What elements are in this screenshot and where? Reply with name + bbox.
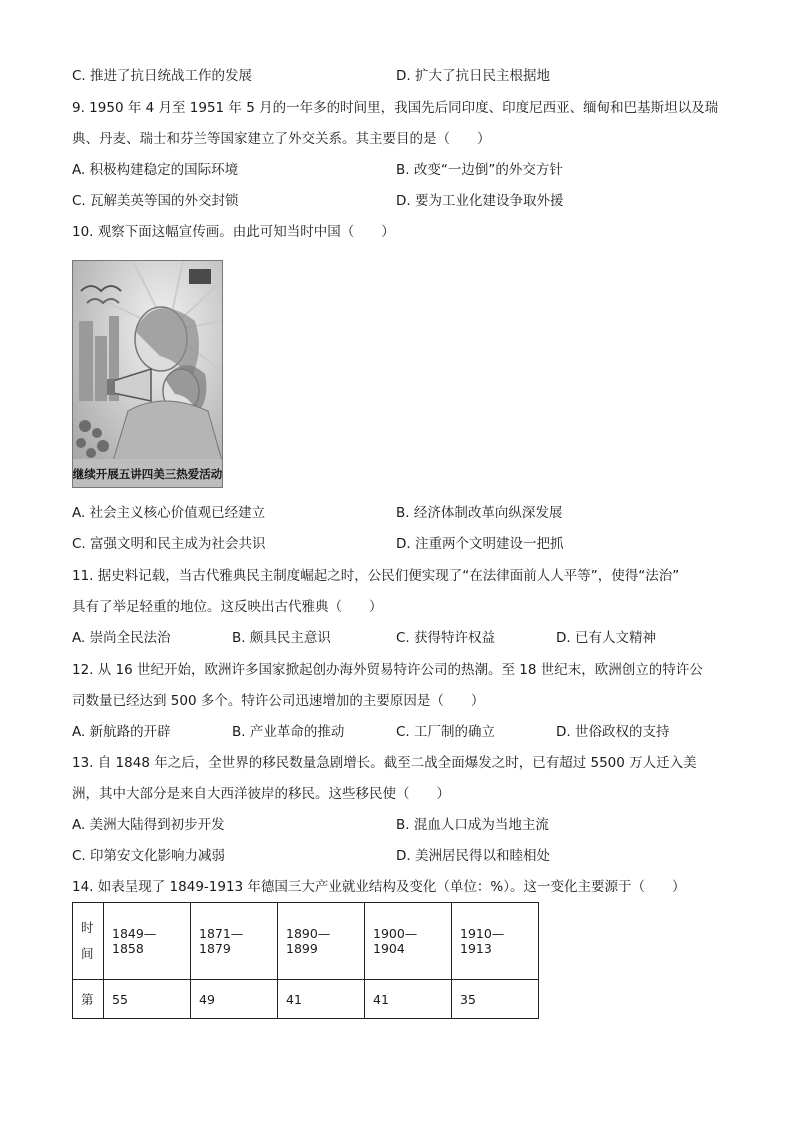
q12-option-a: A. 新航路的开辟	[72, 724, 171, 740]
q8-option-d: D. 扩大了抗日民主根据地	[396, 68, 550, 84]
table-period-5: 1910—1913	[452, 903, 539, 980]
q9-stem-line1: 9. 1950 年 4 月至 1951 年 5 月的一年多的时间里，我国先后同印度、印度尼西亚、缅甸和巴基斯坦以及瑞	[72, 100, 719, 116]
table-cell: 55	[104, 980, 191, 1019]
q14-stem: 14. 如表呈现了 1849-1913 年德国三大产业就业结构及变化（单位：%）。这一变化主要源于（ ）	[72, 879, 686, 895]
table-cell: 41	[365, 980, 452, 1019]
table-row	[73, 980, 539, 1019]
q12-stem-line2: 司数量已经达到 500 多个。特许公司迅速增加的主要原因是（ ）	[72, 693, 485, 709]
q9-option-c: C. 瓦解美英等国的外交封锁	[72, 193, 239, 209]
employment-structure-table	[72, 902, 539, 1019]
q11-option-c: C. 获得特许权益	[396, 630, 496, 646]
q8-option-c: C. 推进了抗日统战工作的发展	[72, 68, 253, 84]
propaganda-poster	[72, 260, 223, 488]
q13-option-a: A. 美洲大陆得到初步开发	[72, 817, 225, 833]
q13-stem-line1: 13. 自 1848 年之后，全世界的移民数量急剧增长。截至二战全面爆发之时，已有超过 5500 万人迁入美	[72, 755, 697, 771]
table-header-row	[73, 903, 539, 980]
q12-option-b: B. 产业革命的推动	[232, 724, 345, 740]
q12-stem-line1: 12. 从 16 世纪开始，欧洲许多国家掀起创办海外贸易特许公司的热潮。至 18 世纪末，欧洲创立的特许公	[72, 662, 703, 678]
q10-option-d: D. 注重两个文明建设一把抓	[396, 536, 564, 552]
q12-option-d: D. 世俗政权的支持	[556, 724, 670, 740]
q10-option-b: B. 经济体制改革向纵深发展	[396, 505, 563, 521]
q13-stem-line2: 洲，其中大部分是来自大西洋彼岸的移民。这些移民使（ ）	[72, 786, 450, 802]
q9-option-a: A. 积极构建稳定的国际环境	[72, 162, 239, 178]
table-cell: 41	[278, 980, 365, 1019]
q13-option-d: D. 美洲居民得以和睦相处	[396, 848, 550, 864]
q10-stem: 10. 观察下面这幅宣传画。由此可知当时中国（ ）	[72, 224, 395, 240]
q13-option-b: B. 混血人口成为当地主流	[396, 817, 549, 833]
table-period-3: 1890—1899	[278, 903, 365, 980]
table-header-label: 时 间	[73, 903, 104, 980]
poster-caption: 继续开展五讲四美三热爱活动	[73, 467, 222, 481]
q9-option-b: B. 改变“一边倒”的外交方针	[396, 162, 563, 178]
table-row-label: 第	[73, 980, 104, 1019]
q13-option-c: C. 印第安文化影响力减弱	[72, 848, 226, 864]
table-period-1: 1849—1858	[104, 903, 191, 980]
q10-option-a: A. 社会主义核心价值观已经建立	[72, 505, 266, 521]
q12-option-c: C. 工厂制的确立	[396, 724, 496, 740]
q11-option-a: A. 崇尚全民法治	[72, 630, 171, 646]
q9-option-d: D. 要为工业化建设争取外援	[396, 193, 564, 209]
q11-option-d: D. 已有人文精神	[556, 630, 656, 646]
flag-shape	[189, 269, 211, 284]
table-period-4: 1900—1904	[365, 903, 452, 980]
table-period-2: 1871—1879	[191, 903, 278, 980]
q10-option-c: C. 富强文明和民主成为社会共识	[72, 536, 266, 552]
table-cell: 35	[452, 980, 539, 1019]
q11-stem-line2: 具有了举足轻重的地位。这反映出古代雅典（ ）	[72, 599, 383, 615]
table-cell: 49	[191, 980, 278, 1019]
q9-stem-line2: 典、丹麦、瑞士和芬兰等国家建立了外交关系。其主要目的是（ ）	[72, 131, 491, 147]
q11-stem-line1: 11. 据史料记载，当古代雅典民主制度崛起之时，公民们便实现了“在法律面前人人平等”，使得“法治”	[72, 568, 680, 584]
q11-option-b: B. 颇具民主意识	[232, 630, 331, 646]
